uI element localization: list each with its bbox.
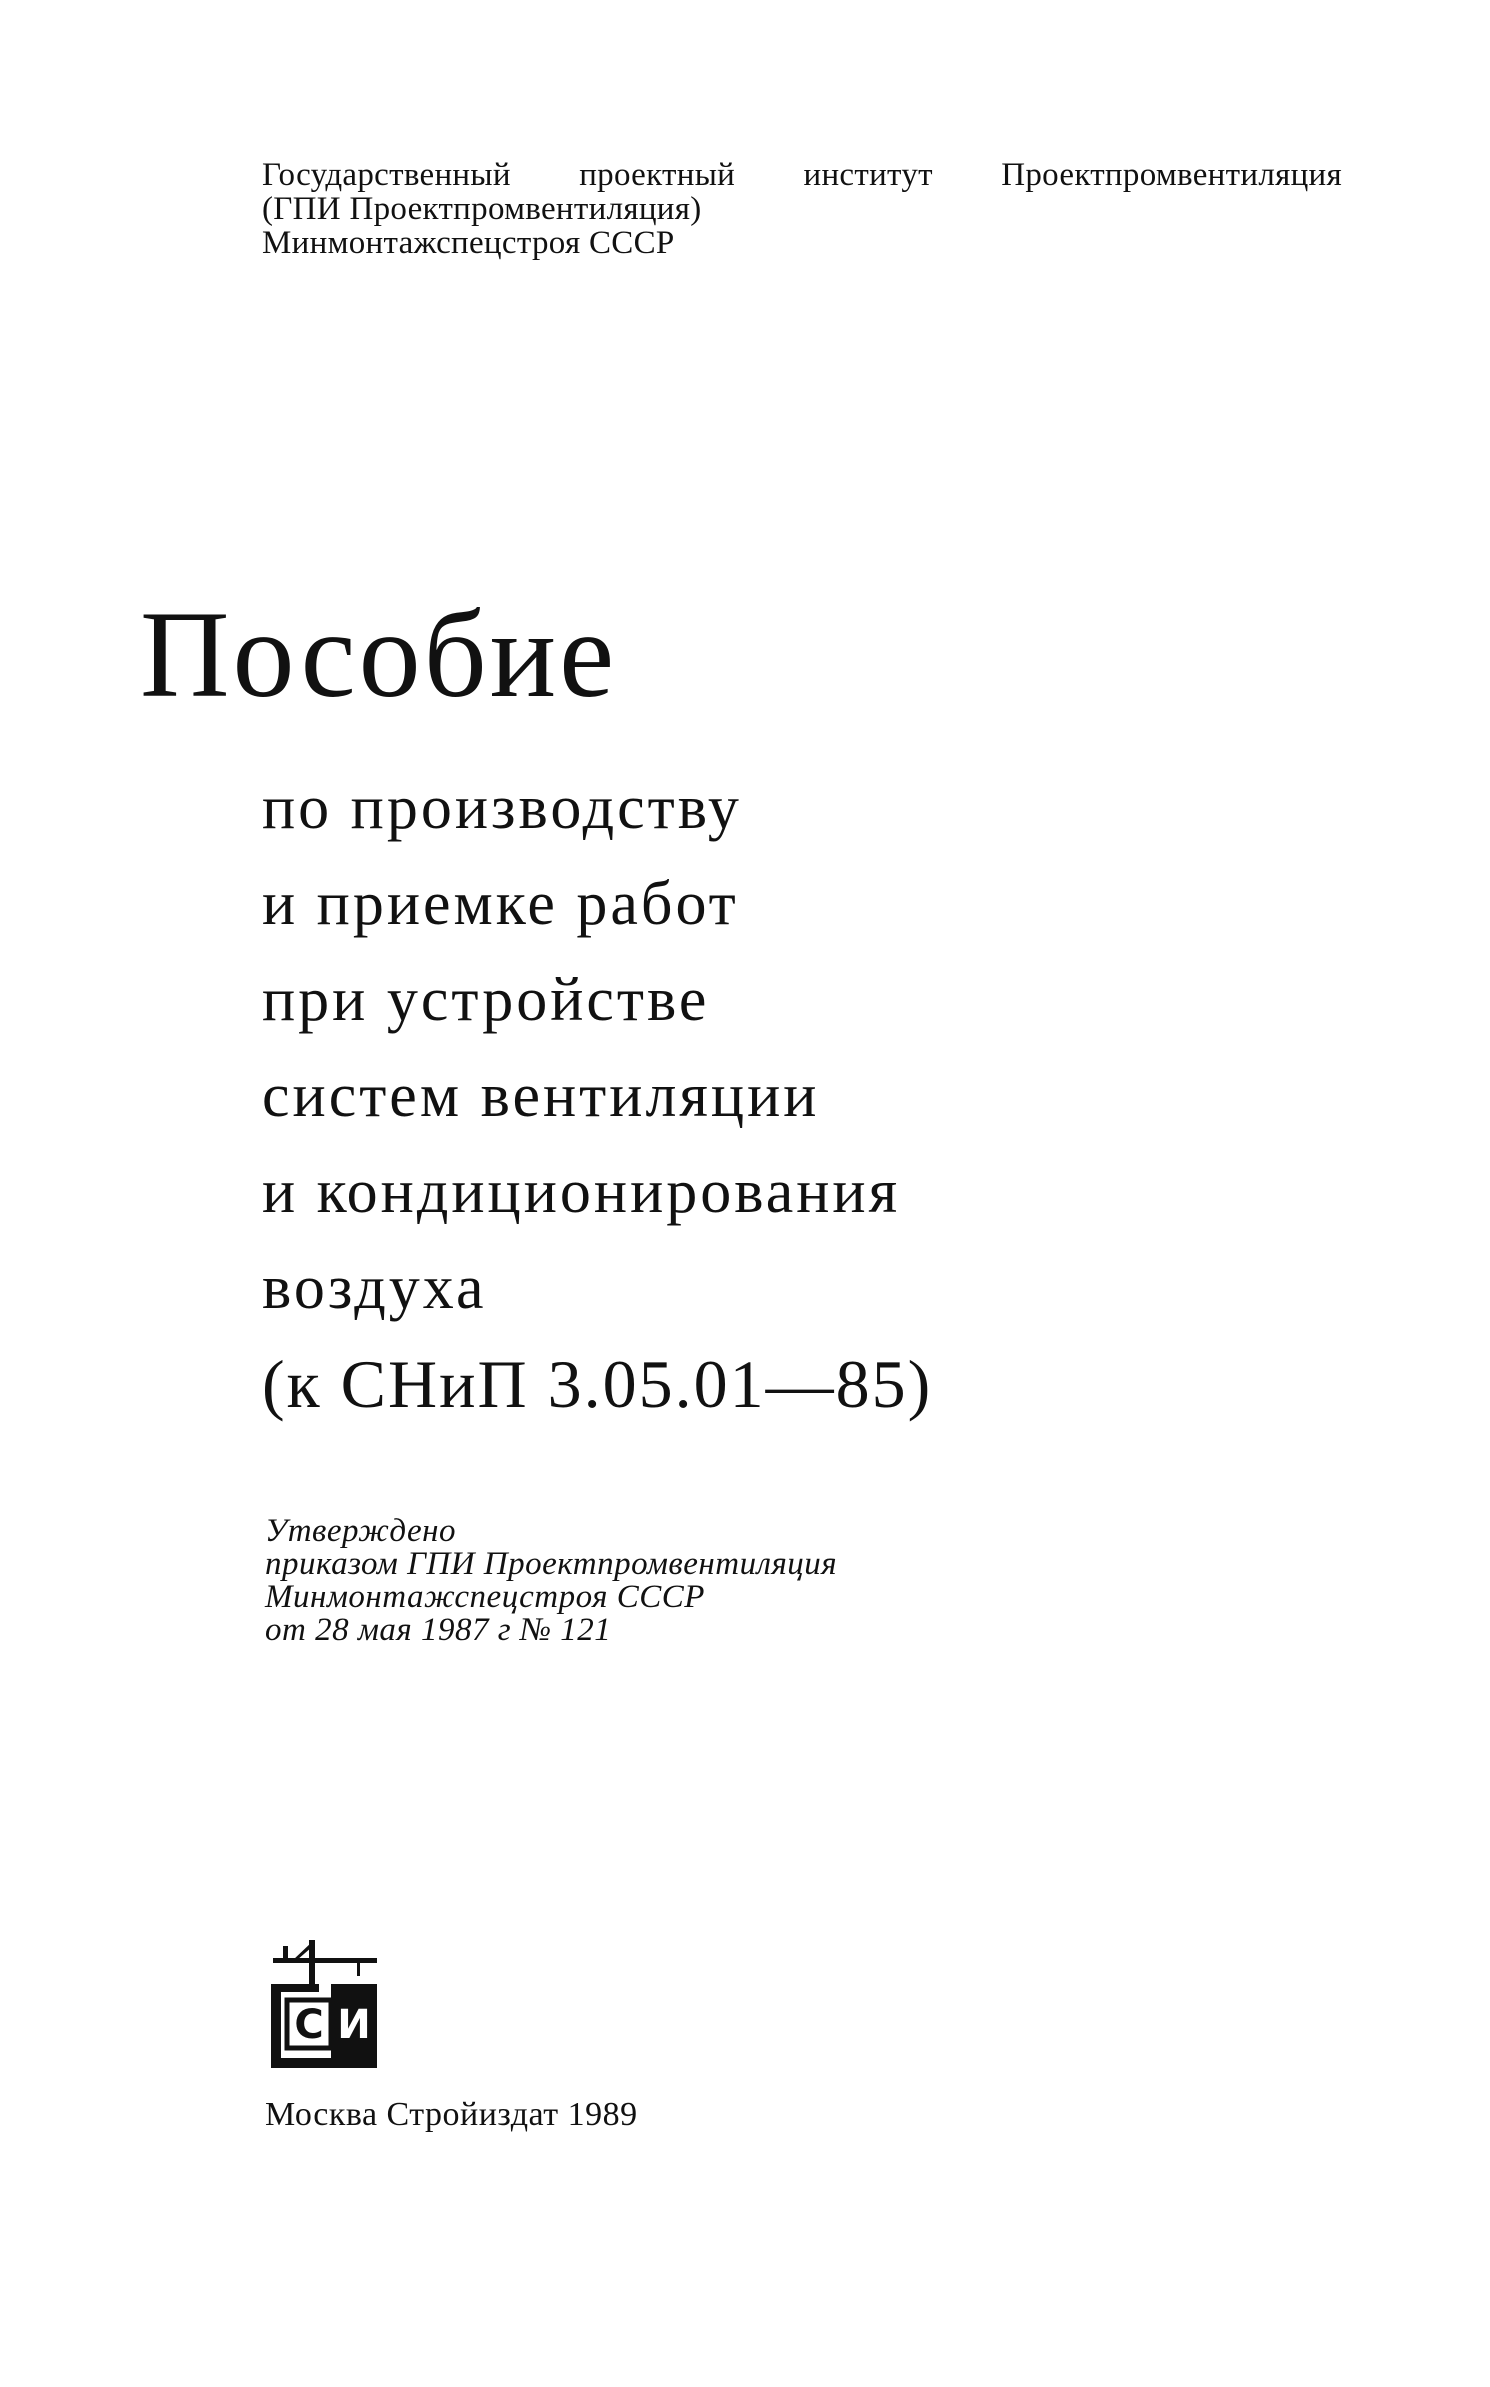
subtitle-line: и приемке работ (262, 870, 739, 938)
publisher-line-1 (262, 158, 1342, 192)
imprint: Москва Стройиздат 1989 (265, 2096, 638, 2133)
subtitle-line: систем вентиляции (262, 1062, 820, 1130)
publisher-line-3: Минмонтажспецстроя СССР (262, 225, 675, 261)
book-title: Пособие (140, 586, 618, 723)
approval-line-2: приказом ГПИ Проектпромвентиляция (265, 1546, 838, 1582)
approval-line-4: от 28 мая 1987 г № 121 (265, 1612, 612, 1648)
approval-block (265, 1515, 837, 1647)
stroyizdat-logo-icon (265, 1940, 385, 2072)
logo-letter-i: И (337, 2002, 371, 2048)
subtitle-line: воздуха (262, 1254, 487, 1322)
snip-reference: (к СНиП 3.05.01—85) (262, 1346, 933, 1422)
publisher-word: Государственный (262, 157, 511, 193)
publisher-word: проектный (579, 157, 736, 193)
subtitle-line: и кондиционирования (262, 1158, 901, 1226)
logo-letter-s: С (294, 2002, 324, 2048)
approval-line-1: Утверждено (265, 1513, 456, 1549)
publisher-line-2: (ГПИ Проектпромвентиляция) (262, 191, 702, 227)
publisher-word: институт (803, 157, 933, 193)
publisher-word: Проектпромвентиляция (1001, 157, 1342, 193)
subtitle-line: при устройстве (262, 966, 710, 1034)
approval-line-3: Минмонтажспецстроя СССР (265, 1579, 705, 1615)
publisher-block (262, 158, 1342, 260)
subtitle-line: по производству (262, 774, 742, 842)
book-subtitle (262, 760, 932, 1432)
